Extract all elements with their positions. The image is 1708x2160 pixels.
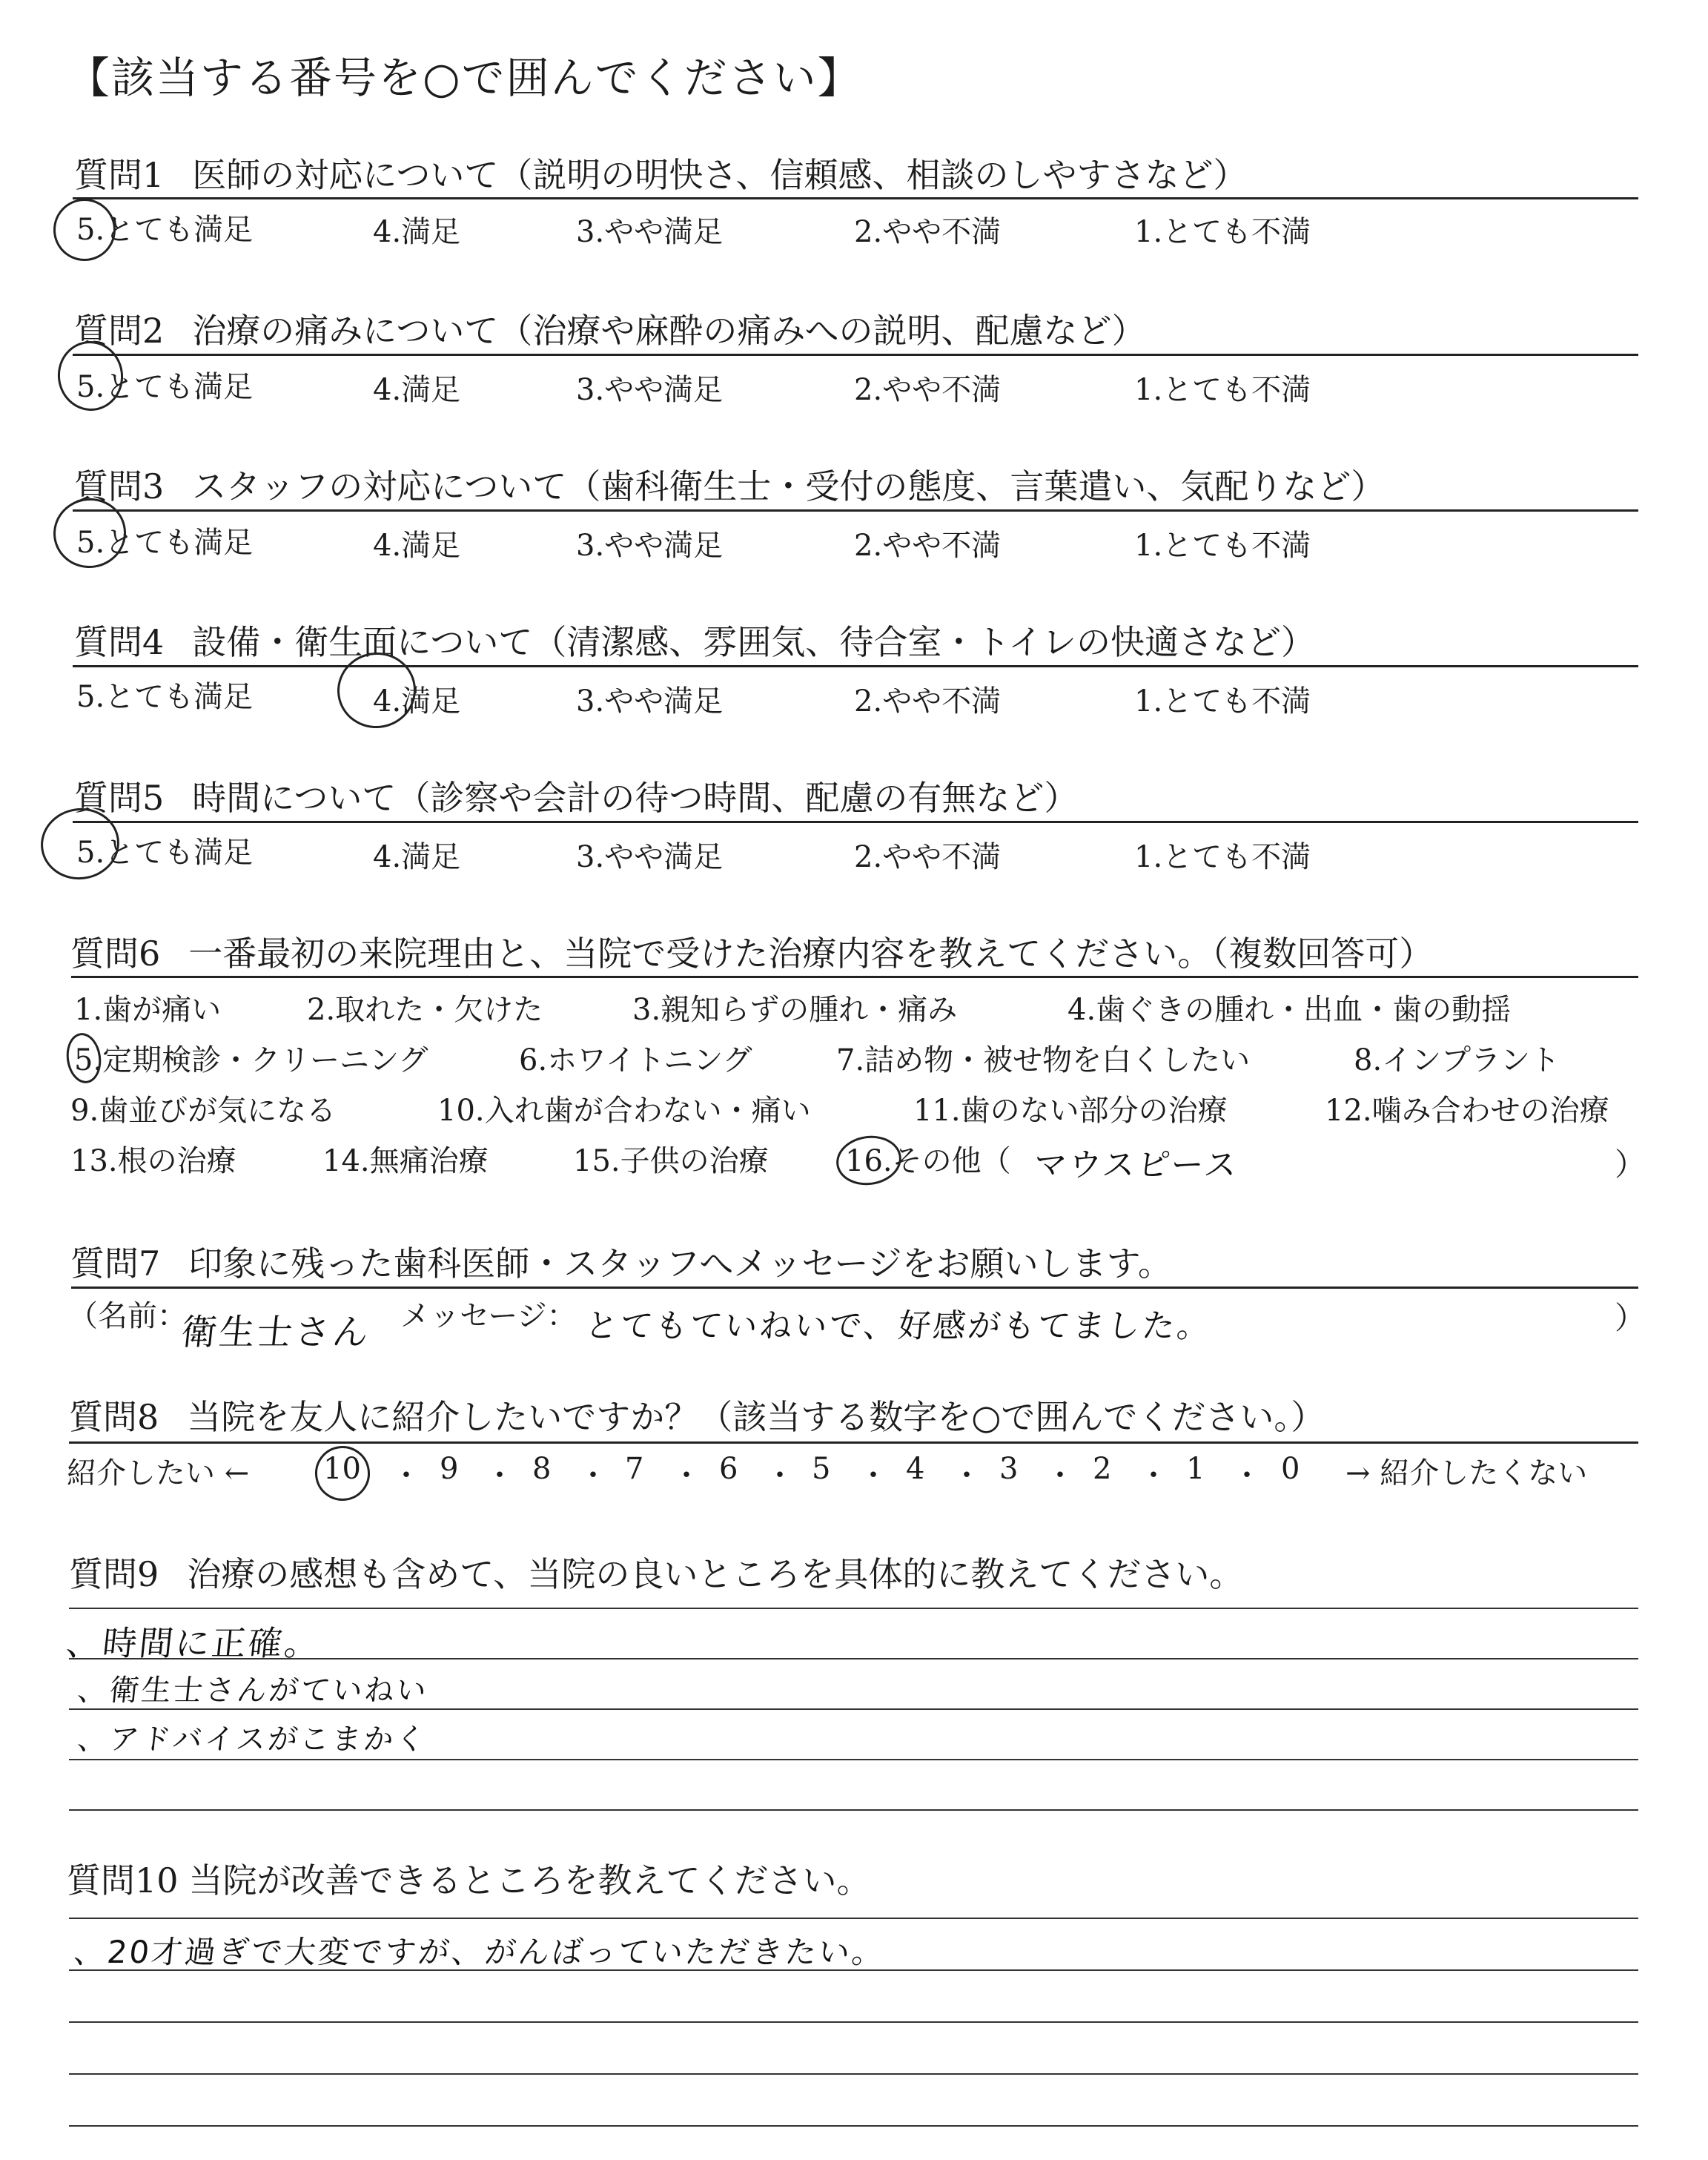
q9-line-1 [69, 1608, 1638, 1609]
q1-option-3[interactable]: 3.やや満足 [576, 215, 724, 249]
q2-option-2[interactable]: 2.やや不満 [854, 373, 1002, 407]
q8-answer-circle [311, 1442, 374, 1505]
q6-option-14[interactable]: 14.無痛治療 [322, 1144, 489, 1178]
q8-scale-5[interactable]: 5 [812, 1452, 831, 1486]
question-2-heading [74, 304, 1145, 353]
question-6-heading [70, 927, 1433, 976]
q6-option-9[interactable]: 9.歯並びが気になる [70, 1094, 337, 1128]
question-10-label: 質問10 [67, 1860, 179, 1900]
question-3-heading [74, 460, 1385, 509]
q5-option-2[interactable]: 2.やや不満 [854, 840, 1002, 874]
question-8-text: 当院を友人に紹介したいですか？（該当する数字を○で囲んでください。） [187, 1397, 1325, 1437]
question-8-rule [69, 1441, 1638, 1444]
q8-scale-10[interactable]: 10 [323, 1452, 361, 1486]
q2-option-3[interactable]: 3.やや満足 [576, 373, 724, 407]
q9-line-4 [69, 1759, 1638, 1760]
question-2-text: 治療の痛みについて（治療や麻酔の痛みへの説明、配慮など） [192, 311, 1146, 351]
question-7-heading [70, 1237, 1172, 1286]
q6-option-7[interactable]: 7.詰め物・被せ物を白くしたい [836, 1043, 1251, 1077]
q6-option-6[interactable]: 6.ホワイトニング [519, 1043, 752, 1077]
question-5-label: 質問5 [74, 778, 165, 818]
q6-option-3[interactable]: 3.親知らずの腫れ・痛み [632, 993, 958, 1027]
q5-option-5[interactable]: 5.とても満足 [76, 836, 254, 870]
q4-option-1[interactable]: 1.とても不満 [1134, 684, 1311, 719]
q8-right-label: → 紹介したくない [1345, 1456, 1588, 1490]
q5-option-3[interactable]: 3.やや満足 [576, 840, 724, 874]
question-6-label: 質問6 [70, 934, 161, 974]
q10-line-5 [69, 2125, 1638, 2127]
question-4-rule [73, 665, 1638, 667]
question-1-label: 質問1 [74, 155, 165, 195]
q9-answer-3: 、アドバイスがこまかく [76, 1723, 429, 1757]
q8-scale-7[interactable]: 7 [625, 1452, 644, 1486]
q1-option-2[interactable]: 2.やや不満 [854, 215, 1002, 249]
q8-sep: ・ [578, 1459, 608, 1493]
q5-option-1[interactable]: 1.とても不満 [1134, 840, 1311, 874]
q6-option-5[interactable]: 5.定期検診・クリーニング [74, 1043, 428, 1077]
q8-left-label: 紹介したい ← [67, 1456, 250, 1490]
question-10-text: 当院が改善できるところを教えてください。 [188, 1860, 871, 1900]
question-5-text: 時間について（診察や会計の待つ時間、配慮の有無など） [192, 778, 1079, 818]
question-4-label: 質問4 [74, 622, 165, 662]
q8-sep: ・ [952, 1459, 982, 1493]
q7-close-paren: ） [1615, 1300, 1646, 1336]
q7-message-answer: とてもていねいで、好感がもてました。 [583, 1307, 1214, 1345]
question-4-heading [74, 615, 1315, 664]
question-1-heading [74, 148, 1248, 197]
q8-scale-4[interactable]: 4 [906, 1452, 925, 1486]
q2-option-5[interactable]: 5.とても満足 [76, 370, 254, 404]
question-9-text: 治療の感想も含めて、当院の良いところを具体的に教えてください。 [187, 1554, 1244, 1594]
q8-scale-6[interactable]: 6 [719, 1452, 738, 1486]
q1-option-1[interactable]: 1.とても不満 [1134, 215, 1311, 249]
question-2-label: 質問2 [74, 311, 165, 351]
question-8-label: 質問8 [69, 1397, 159, 1437]
question-7-label: 質問7 [70, 1244, 161, 1284]
q8-sep: ・ [672, 1459, 701, 1493]
question-1-rule [73, 197, 1638, 199]
q2-option-1[interactable]: 1.とても不満 [1134, 373, 1311, 407]
q10-line-3 [69, 2021, 1638, 2023]
q9-answer-1: 、時間に正確。 [64, 1623, 323, 1663]
q8-sep: ・ [391, 1459, 421, 1493]
q4-option-3[interactable]: 3.やや満足 [576, 684, 724, 719]
q6-option-15[interactable]: 15.子供の治療 [573, 1144, 769, 1178]
q7-name-answer: 衛生士さん [179, 1312, 373, 1353]
q8-scale-8[interactable]: 8 [532, 1452, 552, 1486]
q5-option-4[interactable]: 4.満足 [373, 840, 461, 874]
q9-line-5 [69, 1809, 1638, 1811]
q8-scale-9[interactable]: 9 [440, 1452, 459, 1486]
question-4-text: 設備・衛生面について（清潔感、雰囲気、待合室・トイレの快適さなど） [192, 622, 1316, 662]
q6-option-16[interactable]: 16.その他（ [845, 1144, 1011, 1178]
q6-option-1[interactable]: 1.歯が痛い [74, 993, 222, 1027]
question-9-label: 質問9 [69, 1554, 159, 1594]
q1-option-5[interactable]: 5.とても満足 [76, 213, 254, 247]
q8-sep: ・ [1045, 1459, 1075, 1493]
q6-option-4[interactable]: 4.歯ぐきの腫れ・出血・歯の動揺 [1068, 993, 1512, 1027]
q6-option-11[interactable]: 11.歯のない部分の治療 [913, 1094, 1228, 1128]
q6-option-13[interactable]: 13.根の治療 [70, 1144, 236, 1178]
q9-answer-2: 、衛生士さんがていねい [76, 1674, 431, 1708]
question-8-heading [69, 1390, 1325, 1439]
q3-option-5[interactable]: 5.とても満足 [76, 526, 254, 560]
question-2-rule [73, 354, 1638, 356]
question-7-rule [71, 1287, 1638, 1289]
q8-sep: ・ [485, 1459, 514, 1493]
q10-line-4 [69, 2073, 1638, 2075]
q1-answer-circle [50, 195, 120, 265]
q6-option-2[interactable]: 2.取れた・欠けた [307, 993, 543, 1027]
q2-option-4[interactable]: 4.満足 [373, 373, 461, 407]
question-3-rule [73, 509, 1638, 512]
q8-sep: ・ [765, 1459, 795, 1493]
q7-message-label: メッセージ： [400, 1299, 577, 1333]
q6-option-8[interactable]: 8.インプラント [1354, 1043, 1560, 1077]
q4-option-5[interactable]: 5.とても満足 [76, 680, 254, 714]
question-6-rule [71, 976, 1638, 978]
q7-name-label: （名前： [68, 1299, 187, 1333]
page-title: 【該当する番号を○で囲んでください】 [67, 53, 862, 103]
question-5-heading [74, 771, 1078, 820]
q4-option-4[interactable]: 4.満足 [373, 684, 461, 719]
q8-sep: ・ [1139, 1459, 1168, 1493]
q8-sep: ・ [1232, 1459, 1262, 1493]
q3-option-2[interactable]: 2.やや不満 [854, 529, 1002, 563]
q3-option-4[interactable]: 4.満足 [373, 529, 461, 563]
question-9-heading [69, 1548, 1243, 1596]
q1-option-4[interactable]: 4.満足 [373, 215, 461, 249]
question-3-label: 質問3 [74, 466, 165, 506]
q8-sep: ・ [858, 1459, 888, 1493]
q4-option-2[interactable]: 2.やや不満 [854, 684, 1002, 719]
q8-scale-0[interactable]: 0 [1281, 1452, 1300, 1486]
q8-scale-1[interactable]: 1 [1186, 1452, 1205, 1486]
q6-other-answer: マウスピース [1031, 1146, 1241, 1184]
q10-answer-1: 、20才過ぎで大変ですが、がんばっていただきたい。 [72, 1934, 887, 1970]
q6-option-10[interactable]: 10.入れ歯が合わない・痛い [437, 1094, 811, 1128]
question-3-text: スタッフの対応について（歯科衛生士・受付の態度、言葉遣い、気配りなど） [192, 466, 1386, 506]
q3-option-1[interactable]: 1.とても不満 [1134, 529, 1311, 563]
q3-option-3[interactable]: 3.やや満足 [576, 529, 724, 563]
question-7-text: 印象に残った歯科医師・スタッフへメッセージをお願いします。 [188, 1244, 1172, 1284]
question-10-heading [67, 1854, 871, 1903]
question-6-text: 一番最初の来院理由と、当院で受けた治療内容を教えてください。（複数回答可） [188, 934, 1434, 974]
q10-line-1 [69, 1918, 1638, 1919]
question-1-text: 医師の対応について（説明の明快さ、信頼感、相談のしやすさなど） [192, 155, 1248, 195]
q6-other-close-paren: ） [1615, 1146, 1646, 1183]
question-5-rule [73, 821, 1638, 823]
q8-scale-3[interactable]: 3 [999, 1452, 1019, 1486]
q6-option-12[interactable]: 12.噛み合わせの治療 [1325, 1094, 1609, 1128]
q8-scale-2[interactable]: 2 [1093, 1452, 1112, 1486]
